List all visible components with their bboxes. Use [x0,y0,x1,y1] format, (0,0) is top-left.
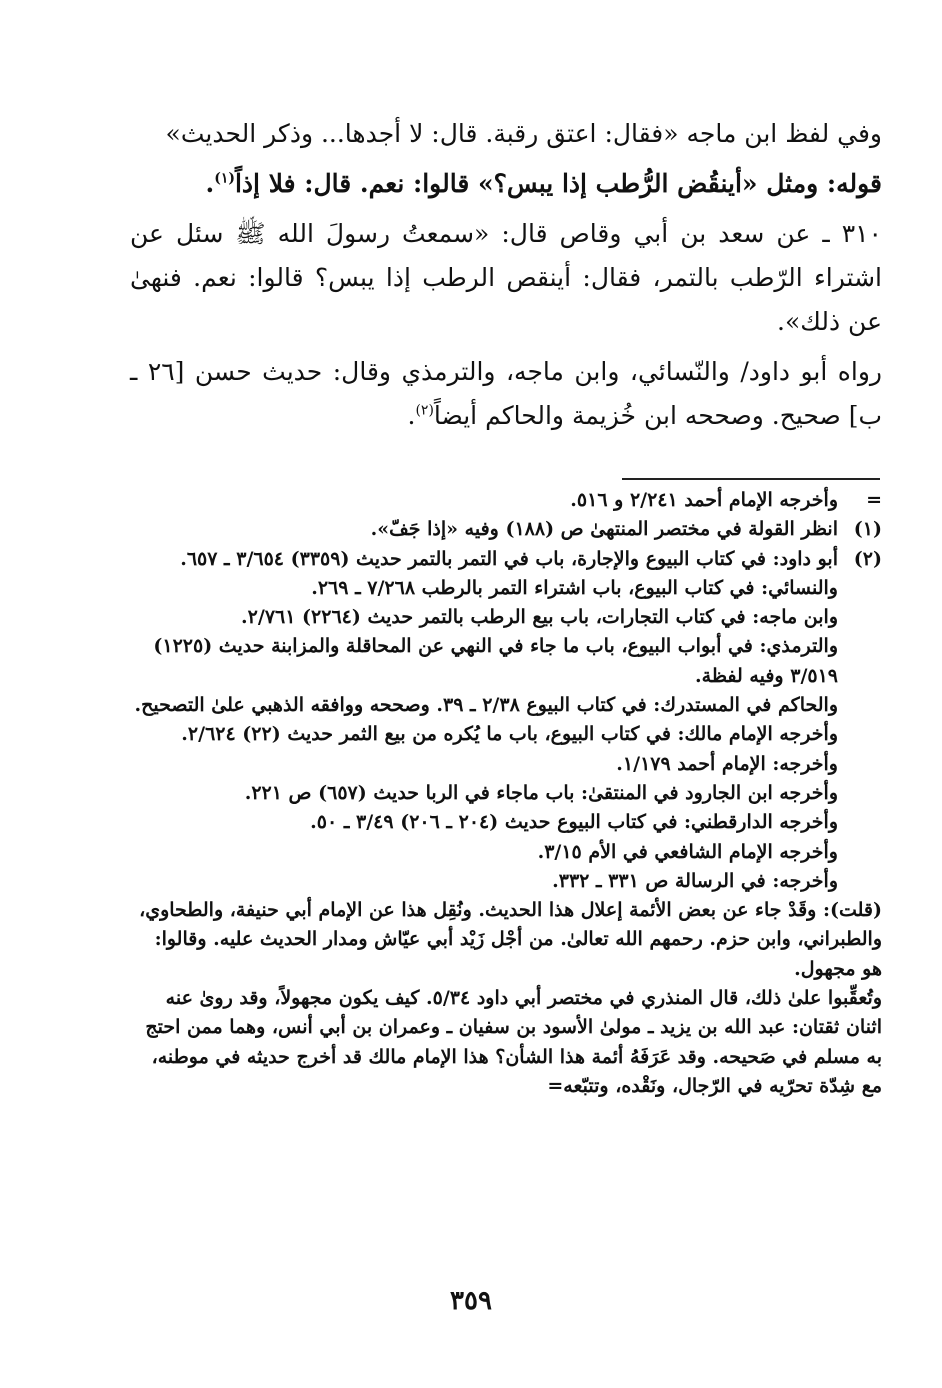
footnote-separator [622,478,880,480]
footnote-2-mark: (٢) [853,547,882,570]
footnote-line: والحاكم في المستدرك: في كتاب البيوع ٢/٣٨ ـ ٣٩. وصححه ووافقه الذهبي علىٰ التصحيح. [134,694,838,717]
footnote-continuation [130,486,882,515]
hadith-sources [130,350,882,438]
footnote-ref-2[interactable]: (٢) [415,402,434,419]
footnote-1 [130,515,882,544]
footnote-line: وأخرجه: في الرسالة ص ٣٣١ ـ ٣٣٢. [552,869,838,892]
footnote-line: وأخرجه ابن الجارود في المنتقىٰ: باب ماجاء في الربا حديث (٦٥٧) ص ٢٢١. [244,781,838,804]
hadith-310: ٣١٠ ـ عن سعد بن أبي وقاص قال: «سمعتُ رسولَ الله ﷺ سئل عن اشتراء الرّطب بالتمر، فقال: أينقص الرطب إذا يبس؟ قالوا: نعم. فنهىٰ عن ذلك». [130,219,882,336]
hadith-sources-end: . [407,401,416,430]
quote-heading [130,162,882,206]
footnote-2-text: أبو داود: في كتاب البيوع والإجارة، باب في التمر بالتمر حديث (٣٣٥٩) ٣/٦٥٤ ـ ٦٥٧. [180,547,838,570]
main-text [130,112,882,444]
footnote-line: وأخرجه: الإمام أحمد ١/١٧٩. [616,752,838,775]
footnote-2 [130,545,882,574]
footnote-line: وأخرجه الدارقطني: في كتاب البيوع حديث (٢٠٤ ـ ٢٠٦) ٣/٤٩ ـ ٥٠. [310,811,838,834]
footnotes [130,486,882,1101]
footnote-line: وأخرجه الإمام مالك: في كتاب البيوع، باب ما يُكره من بيع الثمر حديث (٢٢) ٢/٦٢٤. [181,723,838,746]
footnote-commentary: (قلت): وقَدْ جاء عن بعض الأئمة إعلال هذا الحديث. ونُقِل هذا عن الإمام أبي حنيفة، والطحاوي، والطبراني، وابن حزم. رحمهم الله تعالىٰ. من أجْل زَيْد أبي عيّاش ومدار الحديث عليه. وقالوا: هو مجهول. [139,899,882,980]
quote-text: قوله: ومثل «أينقُض الرُّطب إذا يبس؟» قالوا: نعم. قال: فلا إذاً [234,169,882,198]
footnote-line: والترمذي: في أبواب البيوع، باب ما جاء في النهي عن المحاقلة والمزابنة حديث (١٢٢٥) ٣/٥١٩ وفيه لفظة. [153,635,838,687]
footnote-1-mark: (١) [853,518,882,541]
quote-end: . [205,169,215,198]
footnote-line: وأخرجه الإمام الشافعي في الأم ٣/١٥. [537,840,838,863]
footnote-commentary: وتُعقِّبوا علىٰ ذلك، قال المنذري في مختصر أبي داود ٥/٣٤. كيف يكون مجهولاً، وقد روىٰ عنه اثنان ثقتان: عبد الله بن يزيد ـ مولىٰ الأسود بن سفيان ـ وعمران بن أبي أنس، وهما ممن احتج به مسلم في صَحيحه. وقد عَرَفَهُ أئمة هذا الشأن؟ هذا الإمام مالك قد أخرج حديثه في موطنه، مع شِدّة تحرّيه في الرّجال، ونَقْده، وتتبّعه= [145,987,882,1097]
footnote-continuation-text: وأخرجه الإمام أحمد ٢/٢٤١ و ٥١٦. [570,489,838,511]
page-number: ٣٥٩ [450,1286,492,1316]
footnote-line: والنسائي: في كتاب البيوع، باب اشتراء التمر بالرطب ٧/٢٦٨ ـ ٢٦٩. [311,576,838,599]
continuation-mark: = [866,489,882,511]
footnote-1-text: انظر القولة في مختصر المنتهىٰ ص (١٨٨) وفيه «إذا جَفّ». [370,518,838,541]
paragraph-ibn-majah-wording: وفي لفظ ابن ماجه «فقال: اعتق رقبة. قال: لا أجدها... وذكر الحديث» [165,119,882,148]
footnote-ref-1[interactable]: (١) [214,170,235,187]
hadith-sources-text: رواه أبو داود/ والنّسائي، وابن ماجه، والترمذي وقال: حديث حسن [٢٦ ـ ب] صحيح. وصححه ابن خُزيمة والحاكم أيضاً [130,357,882,430]
footnote-line: وابن ماجه: في كتاب التجارات، باب بيع الرطب بالتمر حديث (٢٢٦٤) ٢/٧٦١. [241,606,838,629]
